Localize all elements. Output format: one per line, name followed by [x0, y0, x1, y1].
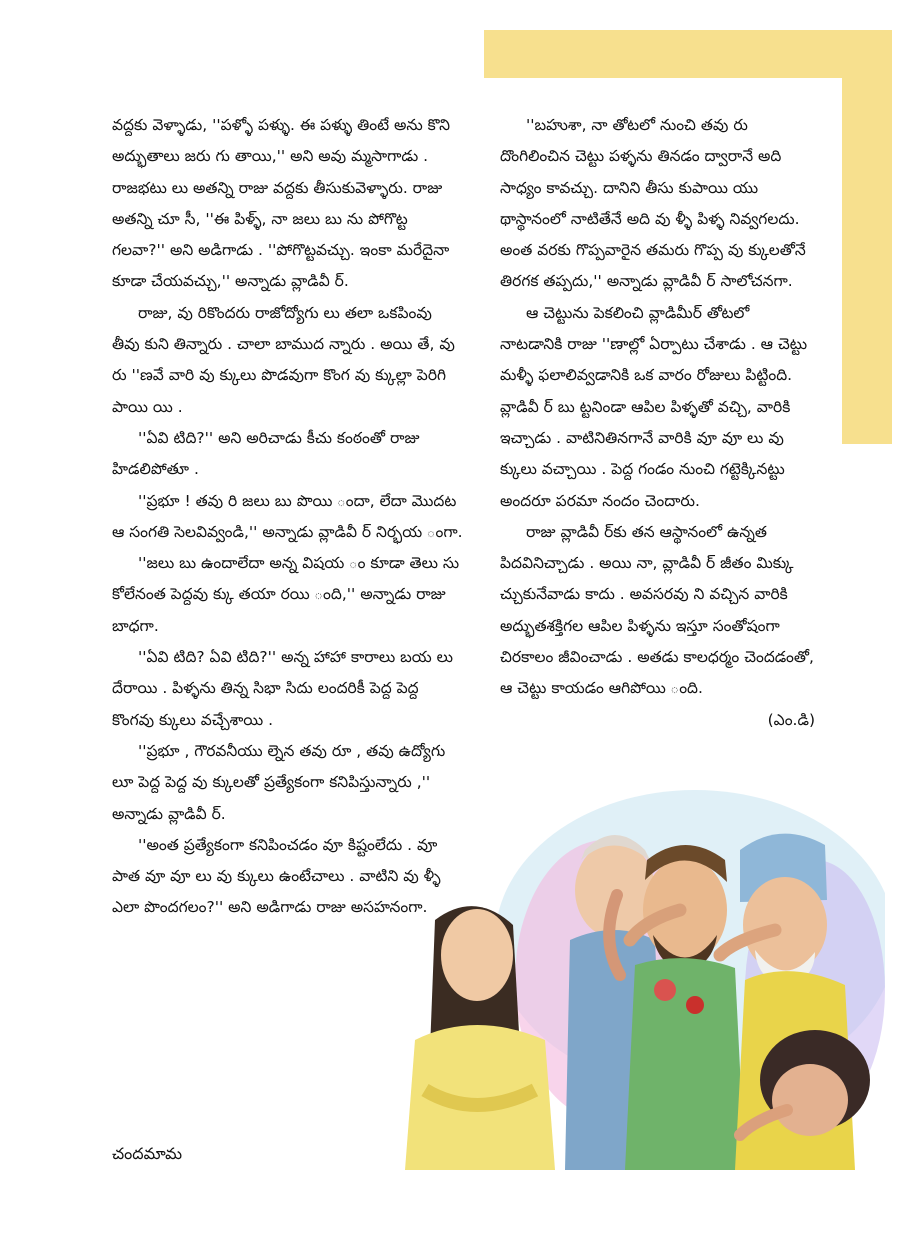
paragraph: ''ఏవి టిది?'' అని అరిచాడు కీచు కంఠంతో రాజు హిడలిపోతూ .: [112, 428, 420, 479]
paragraph: రాజు, వు రికొందరు రాజోద్యోగు లు తలా ఒకపింవు తీవు కుని తిన్నారు . చాలా బాముద న్నారు . అయి తే, వు రు ''ణవే వారి వు క్కులు పొడవుగా కొంగ వు క్కుల్లా పెరిగి పాయి యి .: [112, 303, 455, 416]
story-illustration: [395, 790, 885, 1170]
paragraph: ''ప్రభూ , గౌరవనీయు ల్నెన తవు రూ , తవు ఉద్యోగు లూ పెద్ద పెద్ద వు క్కులతో ప్రత్యేకంగా కనిపిస్తున్నారు ,'' అన్నాడు వ్లాడివీ ర్.: [112, 741, 446, 823]
magazine-name: చందమామ: [112, 1144, 183, 1163]
paragraph: రాజు వ్లాడివీ ర్‌కు తన ఆస్థానంలో ఉన్నత పిదవినిచ్చాడు . అయి నా, వ్లాడివీ ర్ జీతం మిక్కు చ్చుకునేవాడు కాదు . అవసరవు ని వచ్చిన వారికి అద్భుతశక్తిగల ఆపిల పిళ్ళను ఇస్తూ సంతోషంగా చిరకాలం జీవించాడు . అతడు కాలధర్మం చెందడంతో, ఆ చెట్టు కాయడం ఆగిపోయి ంది.: [500, 522, 814, 698]
paragraph: ''ప్రభూ ! తవు రి జలు బు పొయి ందా, లేదా మొదట ఆ సంగతి సెలవివ్వండి,'' అన్నాడు వ్లాడివీ ర్ నిర్భయ ంగా.: [112, 491, 463, 541]
paragraph: వద్దకు వెళ్ళాడు, ''పళ్ళో పళ్ళు. ఈ పళ్ళు తింటే అను కొని అద్భుతాలు జరు గు తాయి,'' అని అవు మ్మసాగాడు . రాజభటు లు అతన్ని రాజు వద్దకు తీసుకువెళ్ళారు. రాజు అతన్ని చూ సీ, ''ఈ పిళ్ళ్, నా జలు బు ను పోగొట్ట గలవా?'' అని అడిగాడు . ''పోగొట్టవచ్చు. ఇంకా మరేదైనా కూడా చేయవచ్చు,'' అన్నాడు వ్లాడివీ ర్.: [112, 116, 451, 291]
decorative-frame-top: [484, 30, 892, 78]
paragraph: ''ఏవి టిది? ఏవి టిది?'' అన్న హాహా కారాలు బయ లు దేరాయి . పిళ్ళను తిన్న సిభా సిదు లందరికీ పెద్ద పెద్ద కొంగవు క్కులు వచ్చేశాయి .: [112, 648, 453, 729]
paragraph: ''జలు బు ఉందాలేదా అన్న విషయ ం కూడా తెలు సు కోలేనంత పెద్దవు క్కు తయా రయి ంది,'' అన్నాడు రాజు బాధగా.: [112, 554, 460, 635]
paragraph: ''బహుశా, నా తోటలో నుంచి తవు రు దొంగిలించిన చెట్టు పళ్ళను తినడం ద్వారానే అది సాధ్యం కావచ్చు. దానిని తీసు కుపాయి యు థాస్థానంలో నాటితేనే అది వు ళ్ళీ పిళ్ళ నివ్వగలదు. అంత వరకు గొప్పవారైన తమరు గొప్ప వు క్కులతోనే తిరగక తప్పదు,'' అన్నాడు వ్లాడివీ ర్ సాలోచనగా.: [500, 116, 806, 291]
paragraph: ఆ చెట్టును పెకలించి వ్లాడిమీర్ తోటలో నాటడానికి రాజు ''ణాల్లో ఏర్పాటు చేశాడు . ఆ చెట్టు మళ్ళీ ఫలాలివ్వడానికి ఒక వారం రోజులు పిట్టింది. వ్లాడివీ ర్ బు ట్టనిండా ఆపిల పిళ్ళతో వచ్చి, వారికి ఇచ్చాడు . వాటినితినగానే వారికి వూ వూ లు వు క్కులు వచ్చాయి . పెద్ద గండం నుంచి గట్టెక్కినట్టు అందరూ పరమా నందం చెందారు.: [500, 303, 808, 510]
story-column-right: [500, 110, 815, 736]
paragraph: ''అంత ప్రత్యేకంగా కనిపించడం వూ కిష్టంలేదు . వూ పాత వూ వూ లు వు క్కులు ఉంటేచాలు . వాటిని వు ళ్ళీ ఎలా పొందగలం?'' అని అడిగాడు రాజు అసహనంగా.: [112, 835, 441, 917]
author-credit: (ఎం.డి): [767, 710, 815, 729]
decorative-frame-side: [842, 30, 892, 444]
